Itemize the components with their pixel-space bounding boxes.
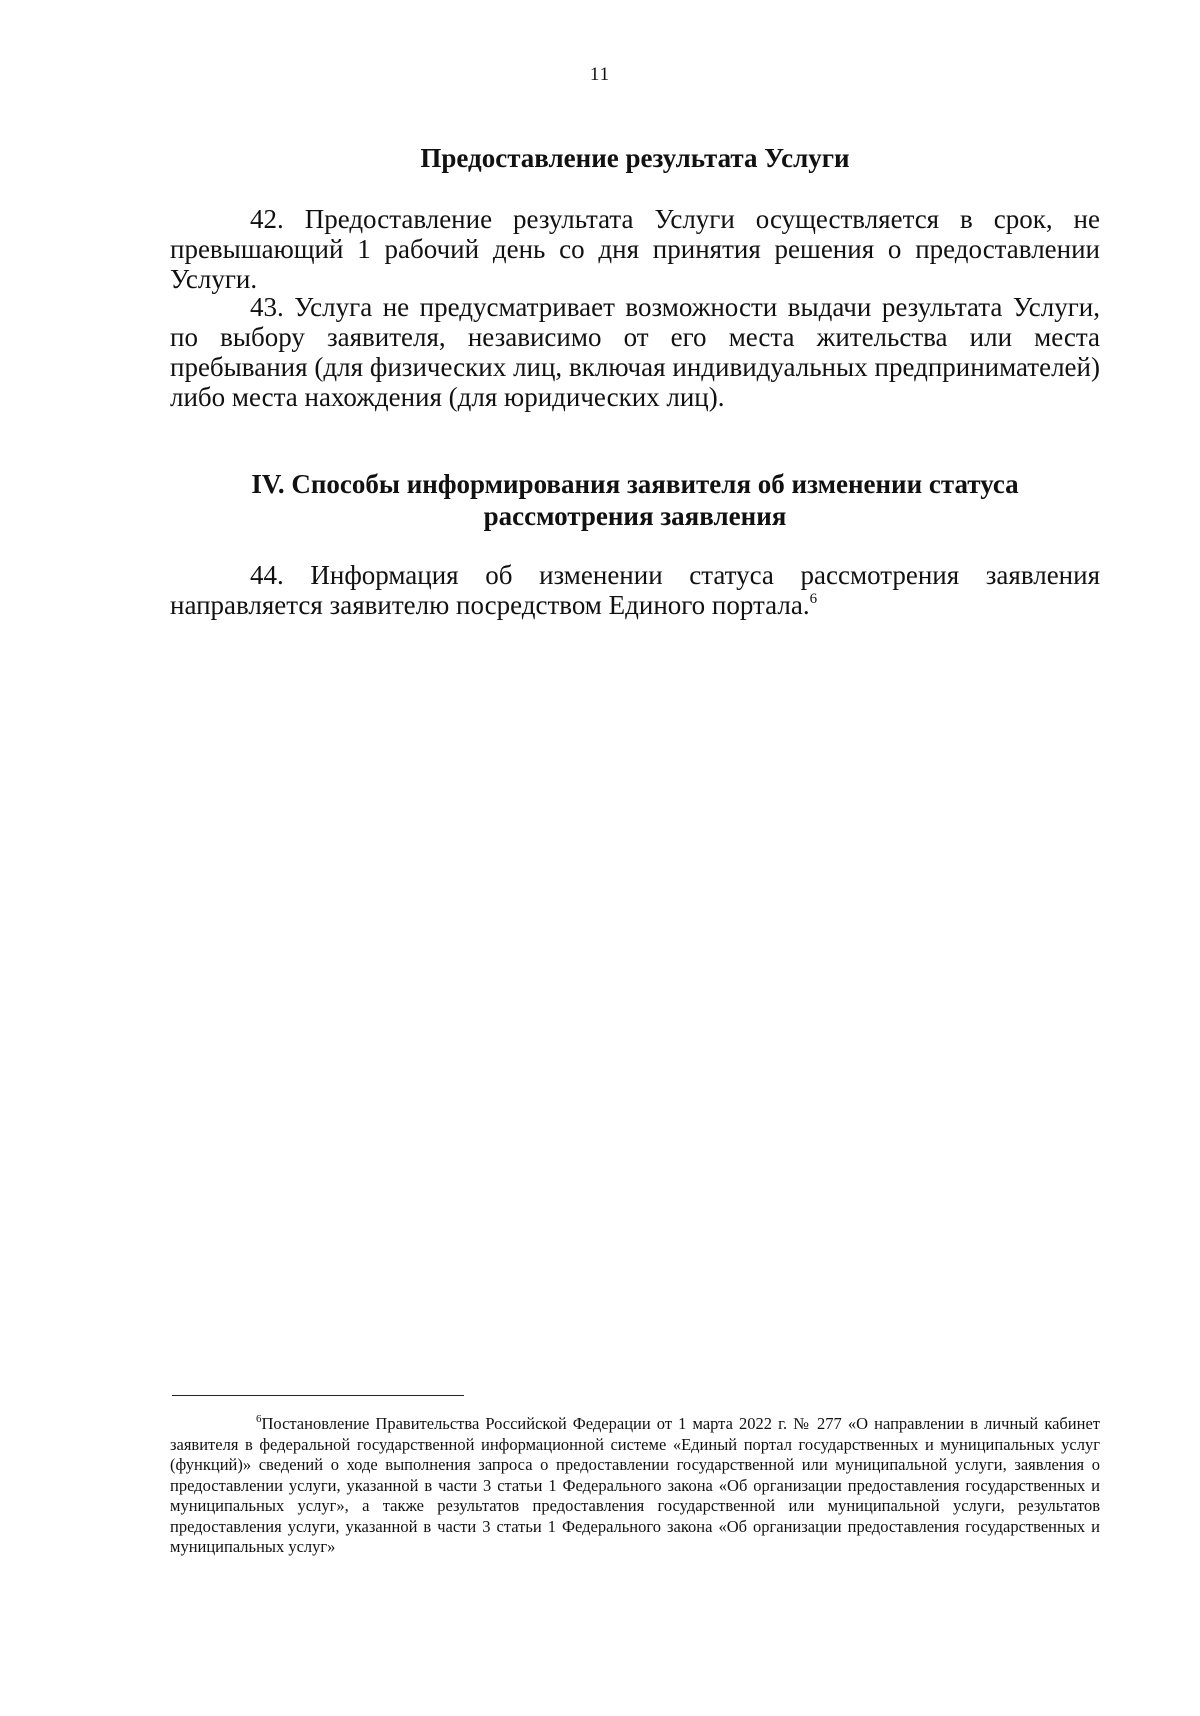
section-heading-result: Предоставление результата Услуги bbox=[420, 143, 850, 173]
footnote-separator bbox=[172, 1395, 464, 1396]
footnote-text: Постановление Правительства Российской Федерации от 1 марта 2022 г. № 277 «О направлении в личный кабинет заявителя в федеральной государственной информационной системе «Единый портал государственных и муниципальных услуг (функций)» сведений о ходе выполнения запроса о предоставлении государственной или муниципальной услуги, заявления о предоставлении услуги, указанной в части 3 статьи 1 Федерального закона «Об организации предоставления государственных и муниципальных услуг», а также результатов предоставления государственной или муниципальной услуги, результатов предоставления услуги, указанной в части 3 статьи 1 Федерального закона «Об организации предоставления государственных и муниципальных услуг» bbox=[170, 1414, 1100, 1556]
paragraph-42: 42. Предоставление результата Услуги осуществляется в срок, не превышающий 1 рабочий день со дня принятия решения о предоставлении Услуги. bbox=[170, 204, 1100, 294]
section-heading-iv bbox=[170, 468, 1100, 532]
footnote-marker: 6 bbox=[256, 1413, 262, 1425]
page-number: 11 bbox=[589, 64, 611, 85]
paragraph-44 bbox=[170, 560, 1100, 620]
section-heading-iv-line1: IV. Способы информирования заявителя об изменении статуса bbox=[251, 469, 1019, 499]
paragraph-44-text: 44. Информация об изменении статуса рассмотрения заявления направляется заявителю посредством Единого портала. bbox=[170, 560, 1100, 620]
paragraph-43: 43. Услуга не предусматривает возможности выдачи результата Услуги, по выбору заявителя, независимо от его места жительства или места пребывания (для физических лиц, включая индивидуальных предпринимателей) либо места нахождения (для юридических лиц). bbox=[170, 292, 1100, 412]
footnote-reference[interactable]: 6 bbox=[809, 591, 818, 607]
section-heading-iv-line2: рассмотрения заявления bbox=[483, 501, 787, 531]
footnote-6 bbox=[170, 1414, 1100, 1558]
